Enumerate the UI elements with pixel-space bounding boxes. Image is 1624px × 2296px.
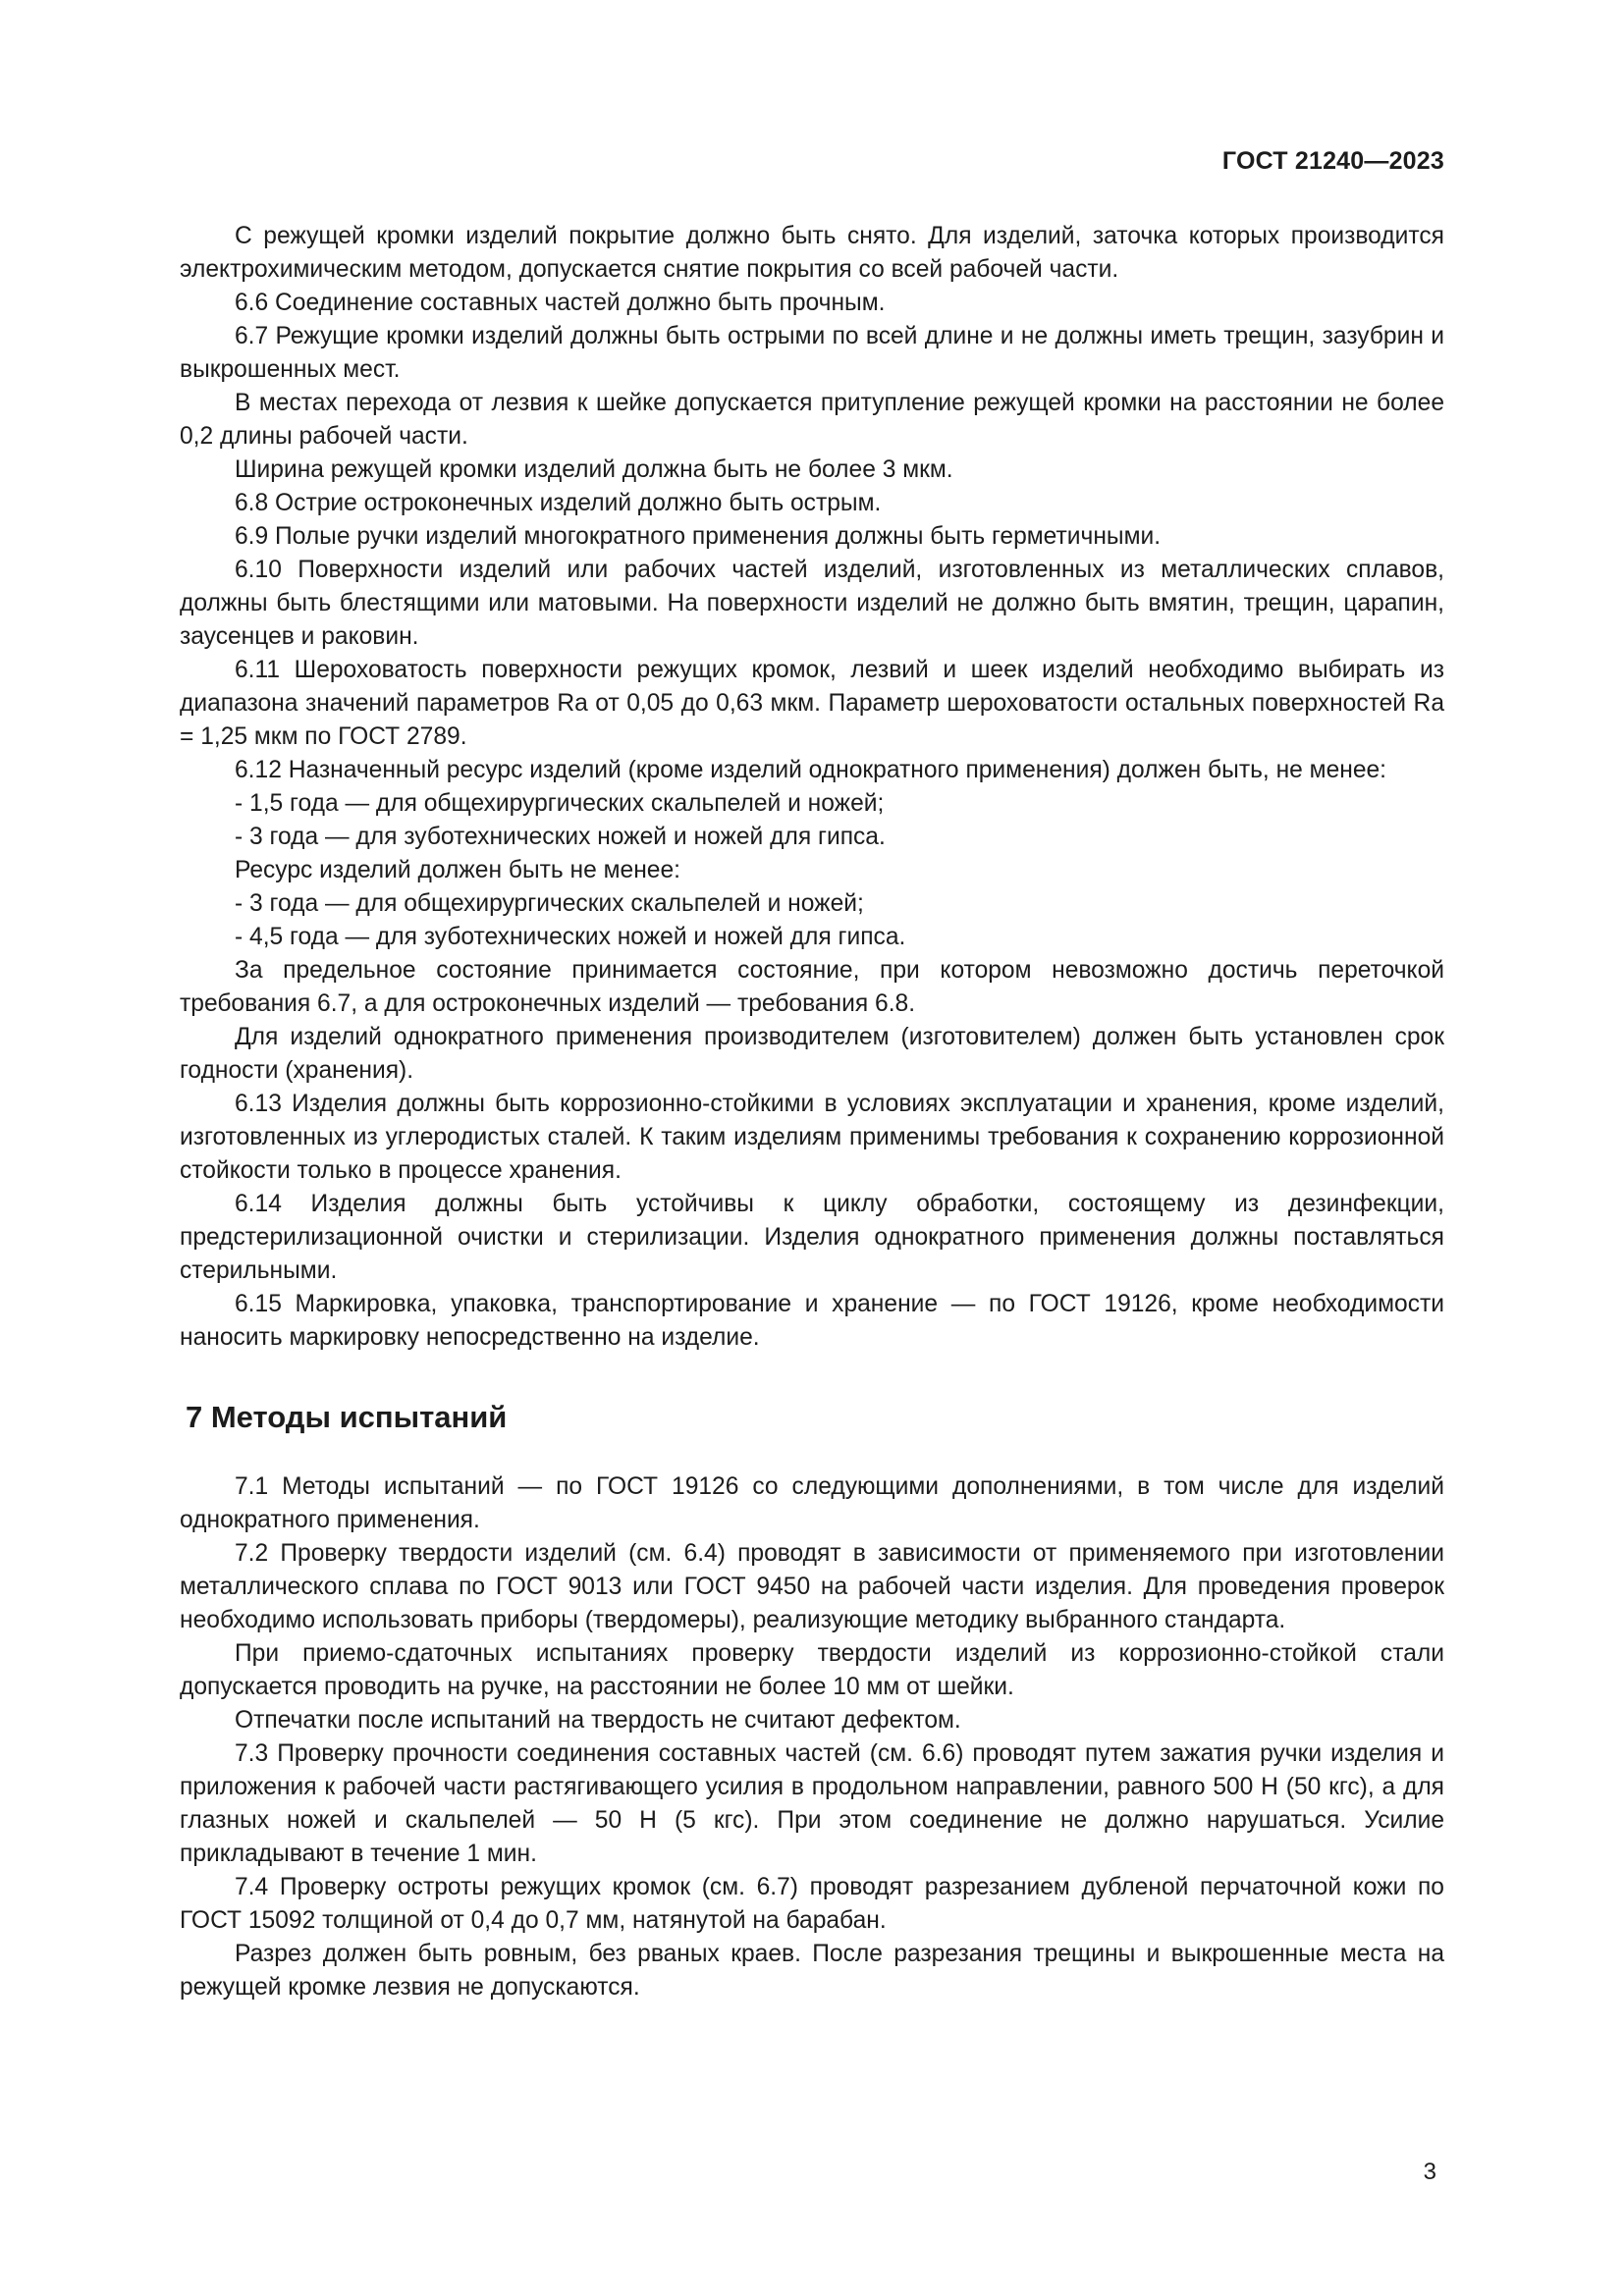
list-item: - 3 года — для общехирургических скальпелей и ножей;	[235, 890, 864, 917]
paragraph: 7.4 Проверку остроты режущих кромок (см. 6.7) проводят разрезанием дубленой перчаточной кожи по ГОСТ 15092 толщиной от 0,4 до 0,7 мм, натянутой на барабан.	[180, 1874, 1444, 1934]
section-heading: 7 Методы испытаний	[186, 1400, 508, 1434]
paragraph: 6.12 Назначенный ресурс изделий (кроме изделий однократного применения) должен быть, не менее:	[235, 757, 1387, 783]
paragraph: 6.7 Режущие кромки изделий должны быть острыми по всей длине и не должны иметь трещин, зазубрин и выкрошенных мест.	[180, 323, 1444, 383]
document-code-header: ГОСТ 21240—2023	[1221, 147, 1444, 175]
paragraph: С режущей кромки изделий покрытие должно быть снято. Для изделий, заточка которых производится электрохимическим методом, допускается снятие покрытия со всей рабочей части.	[180, 223, 1444, 283]
paragraph: 6.6 Соединение составных частей должно быть прочным.	[235, 290, 886, 316]
page-number: 3	[1423, 2159, 1436, 2185]
paragraph: 7.1 Методы испытаний — по ГОСТ 19126 со следующими дополнениями, в том числе для изделий однократного применения.	[180, 1473, 1444, 1533]
paragraph: 6.15 Маркировка, упаковка, транспортирование и хранение — по ГОСТ 19126, кроме необходимости наносить маркировку непосредственно на изделие.	[180, 1291, 1444, 1351]
paragraph: Ширина режущей кромки изделий должна быть не более 3 мкм.	[235, 456, 953, 483]
paragraph: Отпечатки после испытаний на твердость не считают дефектом.	[235, 1707, 961, 1734]
list-item: - 1,5 года — для общехирургических скальпелей и ножей;	[235, 790, 885, 817]
requirements-section-6	[180, 220, 1444, 1355]
paragraph: 6.14 Изделия должны быть устойчивы к циклу обработки, состоящему из дезинфекции, предстерилизационной очистки и стерилизации. Изделия однократного применения должны поставляться стерильными.	[180, 1191, 1444, 1284]
paragraph: Разрез должен быть ровным, без рваных краев. После разрезания трещины и выкрошенные места на режущей кромке лезвия не допускаются.	[180, 1941, 1444, 2001]
paragraph: Ресурс изделий должен быть не менее:	[235, 857, 680, 883]
paragraph: 6.11 Шероховатость поверхности режущих кромок, лезвий и шеек изделий необходимо выбирать из диапазона значений параметров Ra от 0,05 до 0,63 мкм. Параметр шероховатости остальных поверхностей Ra = 1,25 мкм по ГОСТ 2789.	[180, 657, 1444, 750]
paragraph: Для изделий однократного применения производителем (изготовителем) должен быть установлен срок годности (хранения).	[180, 1024, 1444, 1084]
paragraph: За предельное состояние принимается состояние, при котором невозможно достичь переточкой требования 6.7, а для остроконечных изделий — требования 6.8.	[180, 957, 1444, 1017]
paragraph: При приемо-сдаточных испытаниях проверку твердости изделий из коррозионно-стойкой стали допускается проводить на ручке, на расстоянии не более 10 мм от шейки.	[180, 1640, 1444, 1700]
paragraph: 6.13 Изделия должны быть коррозионно-стойкими в условиях эксплуатации и хранения, кроме изделий, изготовленных из углеродистых сталей. К таким изделиям применимы требования к сохранению коррозионной стойкости только в процессе хранения.	[180, 1091, 1444, 1184]
list-item: - 4,5 года — для зуботехнических ножей и ножей для гипса.	[235, 924, 906, 950]
paragraph: В местах перехода от лезвия к шейке допускается притупление режущей кромки на расстоянии не более 0,2 длины рабочей части.	[180, 390, 1444, 450]
paragraph: 6.8 Острие остроконечных изделий должно быть острым.	[235, 490, 882, 516]
list-item: - 3 года — для зуботехнических ножей и ножей для гипса.	[235, 824, 886, 850]
document-body	[180, 220, 1444, 2004]
paragraph: 7.2 Проверку твердости изделий (см. 6.4) проводят в зависимости от применяемого при изготовлении металлического сплава по ГОСТ 9013 или ГОСТ 9450 на рабочей части изделия. Для проведения проверок необходимо использовать приборы (твердомеры), реализующие методику выбранного стандарта.	[180, 1540, 1444, 1633]
test-methods-section-7	[180, 1470, 1444, 2004]
paragraph: 6.9 Полые ручки изделий многократного применения должны быть герметичными.	[235, 523, 1162, 550]
paragraph: 7.3 Проверку прочности соединения составных частей (см. 6.6) проводят путем зажатия ручки изделия и приложения к рабочей части растягивающего усилия в продольном направлении, равного 500 Н (50 кгс), а для глазных ножей и скальпелей — 50 Н (5 кгс). При этом соединение не должно нарушаться. Усилие прикладывают в течение 1 мин.	[180, 1740, 1444, 1867]
paragraph: 6.10 Поверхности изделий или рабочих частей изделий, изготовленных из металлических сплавов, должны быть блестящими или матовыми. На поверхности изделий не должно быть вмятин, трещин, царапин, заусенцев и раковин.	[180, 557, 1444, 650]
